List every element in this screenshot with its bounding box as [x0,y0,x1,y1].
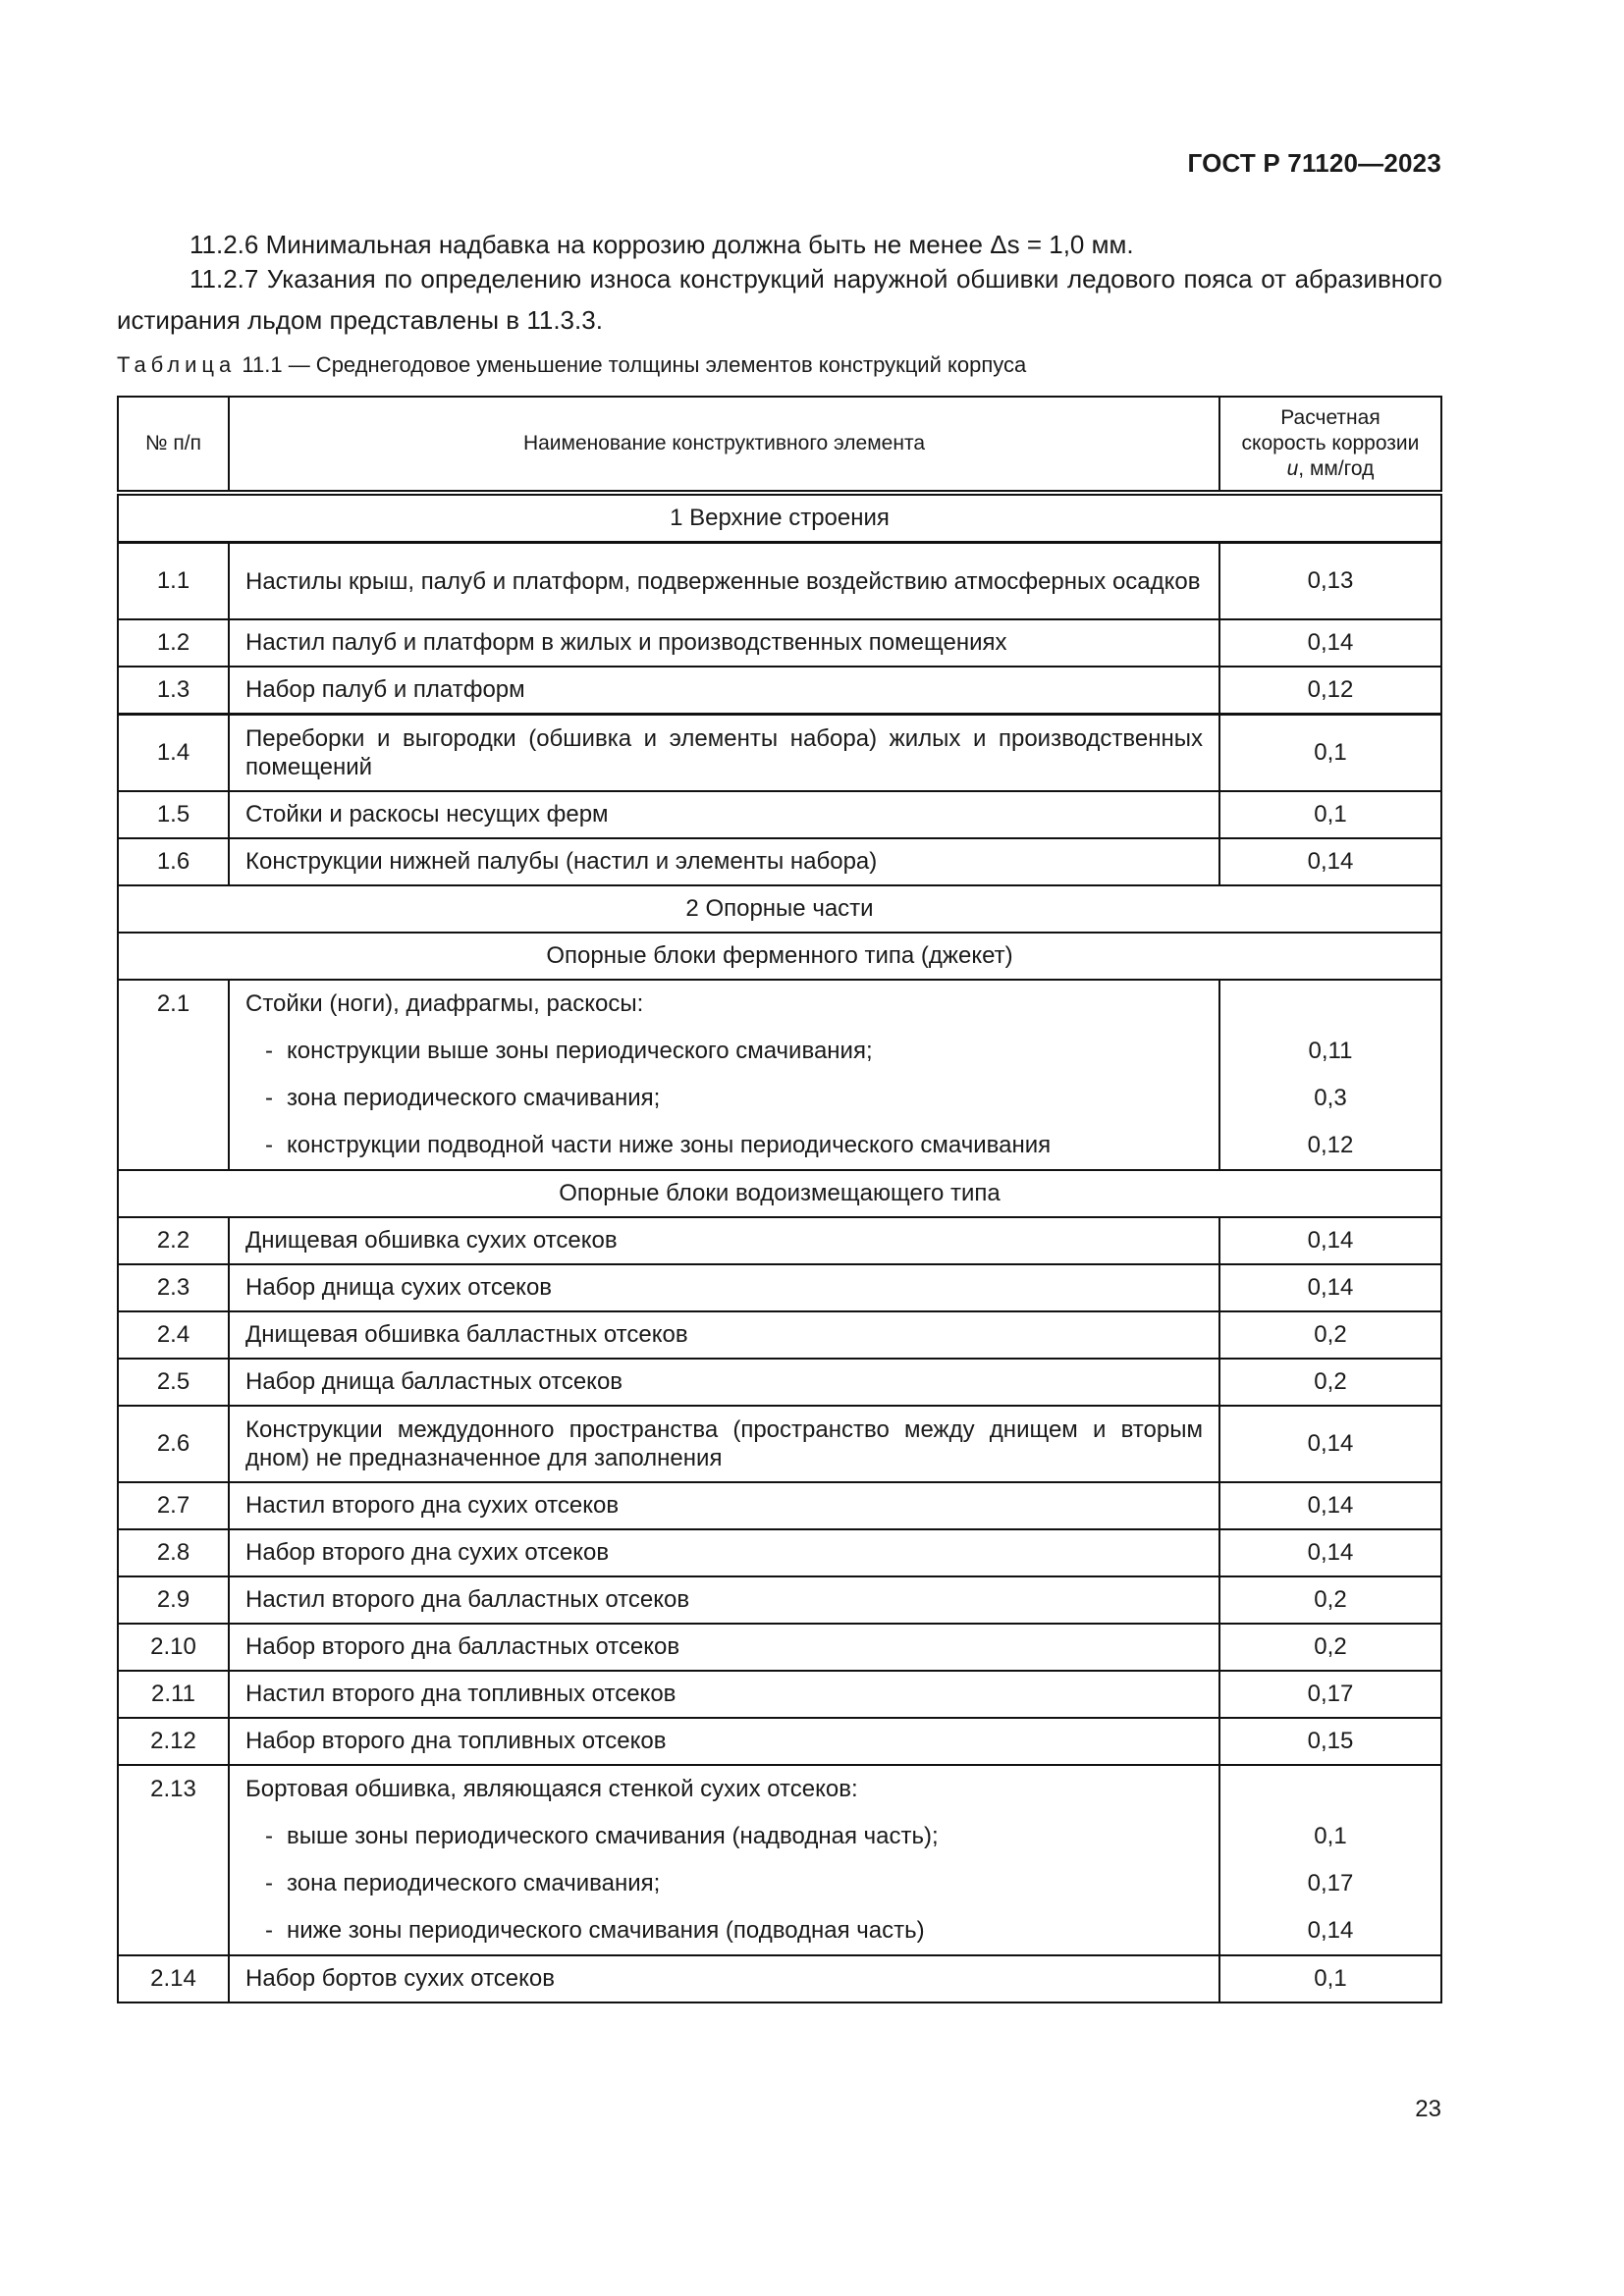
row-value: 0,14 [1219,838,1441,885]
row-name: Набор второго дна сухих отсеков [229,1529,1219,1576]
table-row [118,1624,1441,1671]
row-num-empty [118,1075,229,1122]
row-name: Стойки и раскосы несущих ферм [229,791,1219,838]
table-row [118,1359,1441,1406]
row-value: 0,1 [1219,791,1441,838]
table-row [118,1576,1441,1624]
row-value: 0,2 [1219,1311,1441,1359]
header-rate-line3 [1236,456,1425,482]
row-value: 0,12 [1219,1122,1441,1170]
row-num: 2.2 [118,1217,229,1264]
list-dash: - [265,1038,273,1064]
row-num: 1.4 [118,715,229,792]
header-rate-line2: скорость коррозии [1241,432,1420,454]
row-num: 2.8 [118,1529,229,1576]
table-row [118,1217,1441,1264]
row-name: Набор бортов сухих отсеков [229,1955,1219,2002]
paragraph-11-2-6: 11.2.6 Минимальная надбавка на коррозию должна быть не менее Δs = 1,0 мм. [189,230,1134,259]
table-row [118,619,1441,667]
row-name: Переборки и выгородки (обшивка и элементы набора) жилых и производственных помещений [229,715,1219,792]
row-name: Настил второго дна балластных отсеков [229,1576,1219,1624]
list-dash: - [265,1132,273,1158]
table-caption-prefix: Таблица [117,352,237,377]
row-value: 0,14 [1219,1907,1441,1955]
row-num: 2.10 [118,1624,229,1671]
header-rate [1219,397,1441,493]
document-id: ГОСТ Р 71120—2023 [1187,148,1441,178]
list-item-label: конструкции подводной части ниже зоны периодического смачивания [287,1132,1052,1158]
row-value: 0,14 [1219,1482,1441,1529]
row-name: Набор днища балластных отсеков [229,1359,1219,1406]
table-row [118,543,1441,620]
row-value: 0,14 [1219,619,1441,667]
table-caption [117,352,1026,378]
table-row [118,1311,1441,1359]
row-value: 0,3 [1219,1075,1441,1122]
subsection-title: Опорные блоки ферменного типа (джекет) [118,933,1441,980]
row-value: 0,2 [1219,1576,1441,1624]
list-item [118,1122,1441,1170]
row-name: Конструкции междудонного пространства (пространство между днищем и вторым дном) не предназначенное для заполнения [229,1406,1219,1482]
row-value: 0,14 [1219,1406,1441,1482]
row-name: Настил второго дна топливных отсеков [229,1671,1219,1718]
list-item-text [229,1813,1219,1860]
list-item-label: зона периодического смачивания; [287,1870,661,1896]
list-item-text [229,1075,1219,1122]
header-rate-line1: Расчетная [1280,406,1380,429]
row-value: 0,2 [1219,1359,1441,1406]
table-row [118,980,1441,1028]
row-value: 0,13 [1219,543,1441,620]
row-value: 0,2 [1219,1624,1441,1671]
row-value [1219,1765,1441,1813]
row-name: Днищевая обшивка сухих отсеков [229,1217,1219,1264]
row-num: 1.5 [118,791,229,838]
table-row [118,715,1441,792]
table-row [118,1671,1441,1718]
list-item [118,1813,1441,1860]
row-name: Бортовая обшивка, являющаяся стенкой сухих отсеков: [229,1765,1219,1813]
row-value: 0,1 [1219,715,1441,792]
table-row [118,838,1441,885]
list-item-label: выше зоны периодического смачивания (надводная часть); [287,1823,939,1849]
table-caption-text: 11.1 — Среднегодовое уменьшение толщины элементов конструкций корпуса [242,352,1027,377]
row-name: Набор днища сухих отсеков [229,1264,1219,1311]
row-value: 0,1 [1219,1955,1441,2002]
row-num: 2.9 [118,1576,229,1624]
row-num: 2.4 [118,1311,229,1359]
list-item [118,1028,1441,1075]
row-num: 2.11 [118,1671,229,1718]
row-num: 2.14 [118,1955,229,2002]
paragraph-11-2-7: 11.2.7 Указания по определению износа конструкций наружной обшивки ледового пояса от абразивного истирания льдом представлены в 11.3.3. [117,264,1442,335]
row-name: Набор второго дна балластных отсеков [229,1624,1219,1671]
table-row [118,1406,1441,1482]
list-item [118,1075,1441,1122]
row-num: 1.2 [118,619,229,667]
row-name: Днищевая обшивка балластных отсеков [229,1311,1219,1359]
table-row [118,1529,1441,1576]
section-title: 2 Опорные части [118,885,1441,933]
subsection-title: Опорные блоки водоизмещающего типа [118,1170,1441,1217]
list-dash: - [265,1823,273,1849]
table-row [118,667,1441,715]
row-name: Настил палуб и платформ в жилых и производственных помещениях [229,619,1219,667]
table-row [118,1718,1441,1765]
subsection-row [118,933,1441,980]
row-num: 1.1 [118,543,229,620]
row-name: Набор второго дна топливных отсеков [229,1718,1219,1765]
row-value: 0,17 [1219,1671,1441,1718]
row-value: 0,11 [1219,1028,1441,1075]
row-num-empty [118,1813,229,1860]
row-num: 1.3 [118,667,229,715]
row-name: Настилы крыш, палуб и платформ, подверженные воздействию атмосферных осадков [229,543,1219,620]
row-num: 2.1 [118,980,229,1028]
table-row [118,1955,1441,2002]
row-num-empty [118,1028,229,1075]
row-value: 0,14 [1219,1529,1441,1576]
list-dash: - [265,1917,273,1944]
table-header-row [118,397,1441,493]
row-num: 2.12 [118,1718,229,1765]
row-value: 0,1 [1219,1813,1441,1860]
row-name: Стойки (ноги), диафрагмы, раскосы: [229,980,1219,1028]
row-value: 0,14 [1219,1264,1441,1311]
page-number: 23 [1415,2096,1441,2122]
row-num: 2.3 [118,1264,229,1311]
section-row [118,493,1441,543]
section-row [118,885,1441,933]
row-num-empty [118,1122,229,1170]
table-row [118,1264,1441,1311]
row-name: Конструкции нижней палубы (настил и элементы набора) [229,838,1219,885]
list-item-text [229,1907,1219,1955]
list-item-label: зона периодического смачивания; [287,1085,661,1111]
list-item-text [229,1028,1219,1075]
row-num: 2.6 [118,1406,229,1482]
row-num: 2.13 [118,1765,229,1813]
row-num: 2.7 [118,1482,229,1529]
header-rate-var: u [1286,457,1299,480]
row-name: Набор палуб и платформ [229,667,1219,715]
list-item [118,1907,1441,1955]
list-item [118,1860,1441,1907]
list-dash: - [265,1870,273,1896]
table-row [118,791,1441,838]
subsection-row [118,1170,1441,1217]
list-item-text [229,1122,1219,1170]
header-name: Наименование конструктивного элемента [229,397,1219,493]
row-value: 0,15 [1219,1718,1441,1765]
row-value [1219,980,1441,1028]
row-name: Настил второго дна сухих отсеков [229,1482,1219,1529]
header-rate-unit: , мм/год [1298,457,1375,480]
row-num: 2.5 [118,1359,229,1406]
list-item-label: конструкции выше зоны периодического смачивания; [287,1038,873,1064]
section-title: 1 Верхние строения [118,493,1441,543]
row-value: 0,17 [1219,1860,1441,1907]
list-item-label: ниже зоны периодического смачивания (подводная часть) [287,1917,925,1944]
row-value: 0,14 [1219,1217,1441,1264]
list-dash: - [265,1085,273,1111]
row-num-empty [118,1907,229,1955]
table-row [118,1765,1441,1813]
header-num: № п/п [118,397,229,493]
row-num: 1.6 [118,838,229,885]
row-num-empty [118,1860,229,1907]
row-value: 0,12 [1219,667,1441,715]
corrosion-rate-table [117,396,1442,2003]
list-item-text [229,1860,1219,1907]
table-row [118,1482,1441,1529]
